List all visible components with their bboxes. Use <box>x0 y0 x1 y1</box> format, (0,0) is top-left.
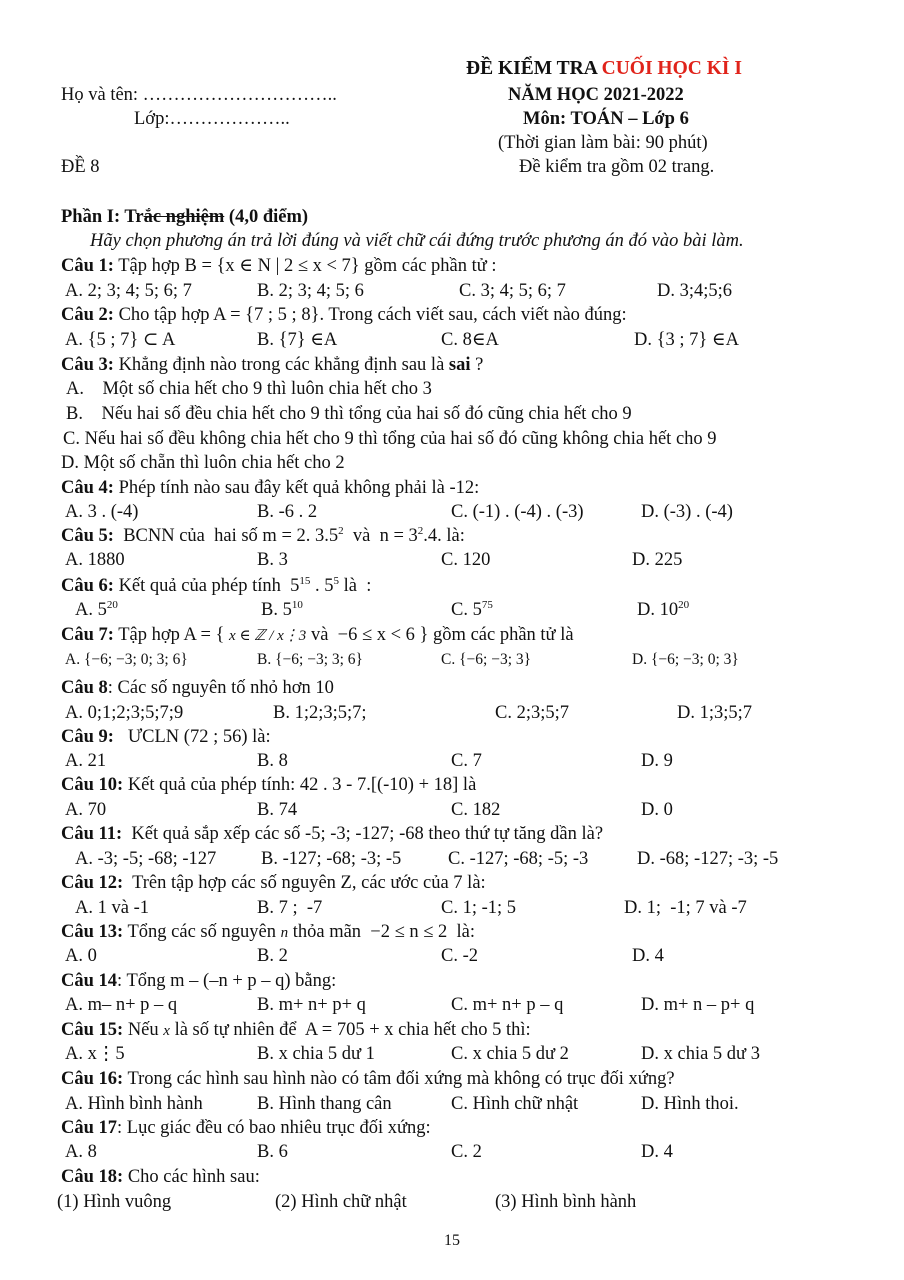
q8-option-a: A. 0;1;2;3;5;7;9 <box>65 703 184 723</box>
option-base: C. 5 <box>451 600 482 620</box>
exponent: 2 <box>338 525 344 537</box>
q5-option-c: C. 120 <box>441 550 491 570</box>
exam-title <box>466 59 742 79</box>
q2-option-c: C. 8∈A <box>441 330 499 350</box>
question-text: : Các số nguyên tố nhỏ hơn 10 <box>107 678 334 698</box>
q7-option-c: C. {−6; −3; 3} <box>441 651 532 668</box>
q7-option-d: D. {−6; −3; 0; 3} <box>632 651 739 668</box>
q8-option-d: D. 1;3;5;7 <box>677 703 753 723</box>
q6-option-c <box>451 601 493 620</box>
question-text-end: ? <box>470 355 484 375</box>
time-note: (Thời gian làm bài: 90 phút) <box>498 133 708 153</box>
q12-option-d: D. 1; -1; 7 và -7 <box>624 898 747 918</box>
question-label: Câu 1: <box>61 256 114 276</box>
question-label: Câu 7: <box>61 625 114 645</box>
q1-option-a: A. 2; 3; 4; 5; 6; 7 <box>65 281 192 301</box>
q14-option-b: B. m+ n+ p+ q <box>257 995 366 1015</box>
q13-option-d: D. 4 <box>632 946 664 966</box>
question-16 <box>61 1070 675 1089</box>
q14-option-d: D. m+ n – p+ q <box>641 995 755 1015</box>
q18-figure-2: (2) Hình chữ nhật <box>275 1192 407 1212</box>
question-text: Nếu <box>127 1020 164 1040</box>
question-text: Khẳng định nào trong các khẳng định sau là <box>118 355 449 375</box>
question-text: Kết quả của phép tính 5 <box>118 576 300 596</box>
question-label: Câu 8 <box>61 678 108 698</box>
q9-option-a: A. 21 <box>65 751 107 771</box>
q10-option-c: C. 182 <box>451 800 501 820</box>
q17-option-d: D. 4 <box>641 1142 673 1162</box>
question-text: và −6 ≤ x < 6 } gồm các phần tử là <box>306 625 574 645</box>
q2-option-a: A. {5 ; 7} ⊂ A <box>65 330 176 350</box>
question-17 <box>61 1119 431 1138</box>
q16-option-b: B. Hình thang cân <box>257 1094 392 1114</box>
question-1 <box>61 257 497 276</box>
question-label: Câu 12: <box>61 873 124 893</box>
exponent: 5 <box>333 575 340 587</box>
class-field-label: Lớp:……………….. <box>134 109 290 129</box>
q11-option-b: B. -127; -68; -3; -5 <box>261 849 402 869</box>
question-12 <box>61 874 486 893</box>
question-11 <box>61 825 603 844</box>
exponent: 15 <box>299 575 311 587</box>
subject-line: Môn: TOÁN – Lớp 6 <box>523 109 689 129</box>
q5-option-b: B. 3 <box>257 550 288 570</box>
q1-option-c: C. 3; 4; 5; 6; 7 <box>459 281 566 301</box>
q3-option-d: D. Một số chẵn thì luôn chia hết cho 2 <box>61 453 345 473</box>
part1-title <box>61 208 308 227</box>
question-text: Tập hợp A = { <box>118 625 230 645</box>
q12-option-b: B. 7 ; -7 <box>257 898 323 918</box>
question-label: Câu 15: <box>61 1020 124 1040</box>
q17-option-c: C. 2 <box>451 1142 482 1162</box>
exam-title-main: ĐỀ KIỂM TRA <box>466 58 602 79</box>
set-condition: x ∈ ℤ / x⋮3 <box>229 628 307 644</box>
exponent: 10 <box>291 599 303 611</box>
question-text: Kết quả sắp xếp các số -5; -3; -127; -68 theo thứ tự tăng dần là? <box>122 824 604 844</box>
q16-option-d: D. Hình thoi. <box>641 1094 739 1114</box>
variable: x <box>163 1023 170 1039</box>
question-text: Trong các hình sau hình nào có tâm đối xứng mà không có trục đối xứng? <box>127 1069 675 1089</box>
q15-option-b: B. x chia 5 dư 1 <box>257 1044 375 1064</box>
question-4 <box>61 479 479 498</box>
q13-option-b: B. 2 <box>257 946 288 966</box>
q10-option-d: D. 0 <box>641 800 673 820</box>
question-text: Kết quả của phép tính: 42 . 3 - 7.[(-10) + 18] là <box>127 775 477 795</box>
q4-option-c: C. (-1) . (-4) . (-3) <box>451 502 584 522</box>
q14-option-a: A. m– n+ p – q <box>65 995 178 1015</box>
question-3 <box>61 356 483 375</box>
q11-option-d: D. -68; -127; -3; -5 <box>637 849 779 869</box>
question-text: . 5 <box>310 576 334 596</box>
q11-option-a: A. -3; -5; -68; -127 <box>75 849 217 869</box>
q3-option-b: B. Nếu hai số đều chia hết cho 9 thì tổng của hai số đó cũng chia hết cho 9 <box>66 404 632 424</box>
question-18 <box>61 1168 260 1187</box>
q13-option-a: A. 0 <box>65 946 97 966</box>
q9-option-b: B. 8 <box>257 751 288 771</box>
q2-option-b: B. {7} ∈A <box>257 330 338 350</box>
question-label: Câu 3: <box>61 355 114 375</box>
variable: n <box>280 925 289 941</box>
question-13 <box>61 923 475 942</box>
exam-code: ĐỀ 8 <box>61 157 100 177</box>
question-label: Câu 5: <box>61 526 114 546</box>
q10-option-a: A. 70 <box>65 800 107 820</box>
question-text: BCNN của hai số m = 2. 3.5 <box>113 526 339 546</box>
q6-option-b <box>261 601 303 620</box>
question-5 <box>61 527 465 546</box>
question-label: Câu 16: <box>61 1069 124 1089</box>
question-9 <box>61 728 271 747</box>
question-text: Phép tính nào sau đây kết quả không phải là -12: <box>118 478 480 498</box>
exponent: 2 <box>417 525 424 537</box>
q9-option-d: D. 9 <box>641 751 673 771</box>
q8-option-b: B. 1;2;3;5;7; <box>273 703 367 723</box>
question-label: Câu 6: <box>61 576 114 596</box>
q14-option-c: C. m+ n+ p – q <box>451 995 564 1015</box>
q16-option-c: C. Hình chữ nhật <box>451 1094 579 1114</box>
option-base: A. 5 <box>75 600 107 620</box>
q8-option-c: C. 2;3;5;7 <box>495 703 570 723</box>
q1-option-d: D. 3;4;5;6 <box>657 281 733 301</box>
question-text: Trên tập hợp các số nguyên Z, các ước của 7 là: <box>123 873 486 893</box>
q10-option-b: B. 74 <box>257 800 298 820</box>
page-number: 15 <box>444 1232 460 1249</box>
q6-option-d <box>637 601 689 620</box>
question-text: Cho tập hợp A = {7 ; 5 ; 8}. Trong cách viết sau, cách viết nào đúng: <box>118 305 627 325</box>
q7-option-a: A. {−6; −3; 0; 3; 6} <box>65 651 188 668</box>
exponent: 20 <box>678 599 690 611</box>
q15-option-d: D. x chia 5 dư 3 <box>641 1044 760 1064</box>
q7-option-b: B. {−6; −3; 3; 6} <box>257 651 363 668</box>
question-text: Cho các hình sau: <box>127 1167 260 1187</box>
question-label: Câu 4: <box>61 478 114 498</box>
question-text: .4. là: <box>423 526 465 546</box>
q18-figure-1: (1) Hình vuông <box>57 1192 172 1212</box>
question-label: Câu 14 <box>61 971 118 991</box>
q3-option-c: C. Nếu hai số đều không chia hết cho 9 thì tổng của hai số đó cũng không chia hết cho 9 <box>63 429 717 449</box>
q3-option-a: A. Một số chia hết cho 9 thì luôn chia hết cho 3 <box>66 379 432 399</box>
q11-option-c: C. -127; -68; -5; -3 <box>448 849 589 869</box>
q9-option-c: C. 7 <box>451 751 482 771</box>
question-14 <box>61 972 336 991</box>
q17-option-a: A. 8 <box>65 1142 97 1162</box>
q12-option-c: C. 1; -1; 5 <box>441 898 517 918</box>
question-2 <box>61 306 627 325</box>
q4-option-b: B. -6 . 2 <box>257 502 318 522</box>
part1-title-c: (4,0 điểm) <box>224 207 309 227</box>
q4-option-a: A. 3 . (-4) <box>65 502 139 522</box>
q16-option-a: A. Hình bình hành <box>65 1094 203 1114</box>
question-text: : Lục giác đều có bao nhiêu trục đối xứng: <box>117 1118 431 1138</box>
question-label: Câu 9: <box>61 727 114 747</box>
q13-option-c: C. -2 <box>441 946 478 966</box>
question-label: Câu 18: <box>61 1167 124 1187</box>
question-7 <box>61 626 574 645</box>
part1-instruction: Hãy chọn phương án trả lời đúng và viết chữ cái đứng trước phương án đó vào bài làm. <box>90 231 744 251</box>
question-label: Câu 13: <box>61 922 124 942</box>
q1-option-b: B. 2; 3; 4; 5; 6 <box>257 281 364 301</box>
question-15 <box>61 1021 531 1040</box>
part1-title-b: ắc nghiệm <box>143 207 225 227</box>
pages-note: Đề kiểm tra gồm 02 trang. <box>519 157 715 177</box>
question-text: Tập hợp B = {x ∈ N | 2 ≤ x < 7} gồm các phần tử : <box>118 256 497 276</box>
question-text: là : <box>339 576 372 596</box>
question-text: Tổng các số nguyên <box>127 922 281 942</box>
exponent: 75 <box>481 599 493 611</box>
question-text: thỏa mãn −2 ≤ n ≤ 2 là: <box>288 922 476 942</box>
q5-option-a: A. 1880 <box>65 550 125 570</box>
q18-figure-3: (3) Hình bình hành <box>495 1192 637 1212</box>
exponent: 20 <box>106 599 118 611</box>
q17-option-b: B. 6 <box>257 1142 288 1162</box>
q15-option-c: C. x chia 5 dư 2 <box>451 1044 569 1064</box>
option-base: B. 5 <box>261 600 292 620</box>
q12-option-a: A. 1 và -1 <box>75 898 149 918</box>
question-label: Câu 2: <box>61 305 114 325</box>
q4-option-d: D. (-3) . (-4) <box>641 502 733 522</box>
q5-option-d: D. 225 <box>632 550 683 570</box>
question-text: là số tự nhiên để A = 705 + x chia hết cho 5 thì: <box>169 1020 531 1040</box>
part1-title-a: Phần I: Tr <box>61 207 144 227</box>
question-text-bold: sai <box>448 355 471 375</box>
school-year: NĂM HỌC 2021-2022 <box>508 85 684 105</box>
exam-title-highlight: CUỐI HỌC KÌ I <box>601 58 742 79</box>
question-text: : Tổng m – (–n + p – q) bằng: <box>117 971 337 991</box>
name-field-label: Họ và tên: ………………………….. <box>61 85 337 105</box>
question-label: Câu 10: <box>61 775 124 795</box>
q6-option-a <box>75 601 118 620</box>
question-label: Câu 17 <box>61 1118 118 1138</box>
question-10 <box>61 776 476 795</box>
question-label: Câu 11: <box>61 824 123 844</box>
option-base: D. 10 <box>637 600 679 620</box>
q2-option-d: D. {3 ; 7} ∈A <box>634 330 739 350</box>
question-text: và n = 3 <box>343 526 418 546</box>
question-6 <box>61 577 371 596</box>
question-text: ƯCLN (72 ; 56) là: <box>113 727 271 747</box>
q15-option-a: A. x⋮5 <box>65 1044 125 1064</box>
question-8 <box>61 679 334 698</box>
